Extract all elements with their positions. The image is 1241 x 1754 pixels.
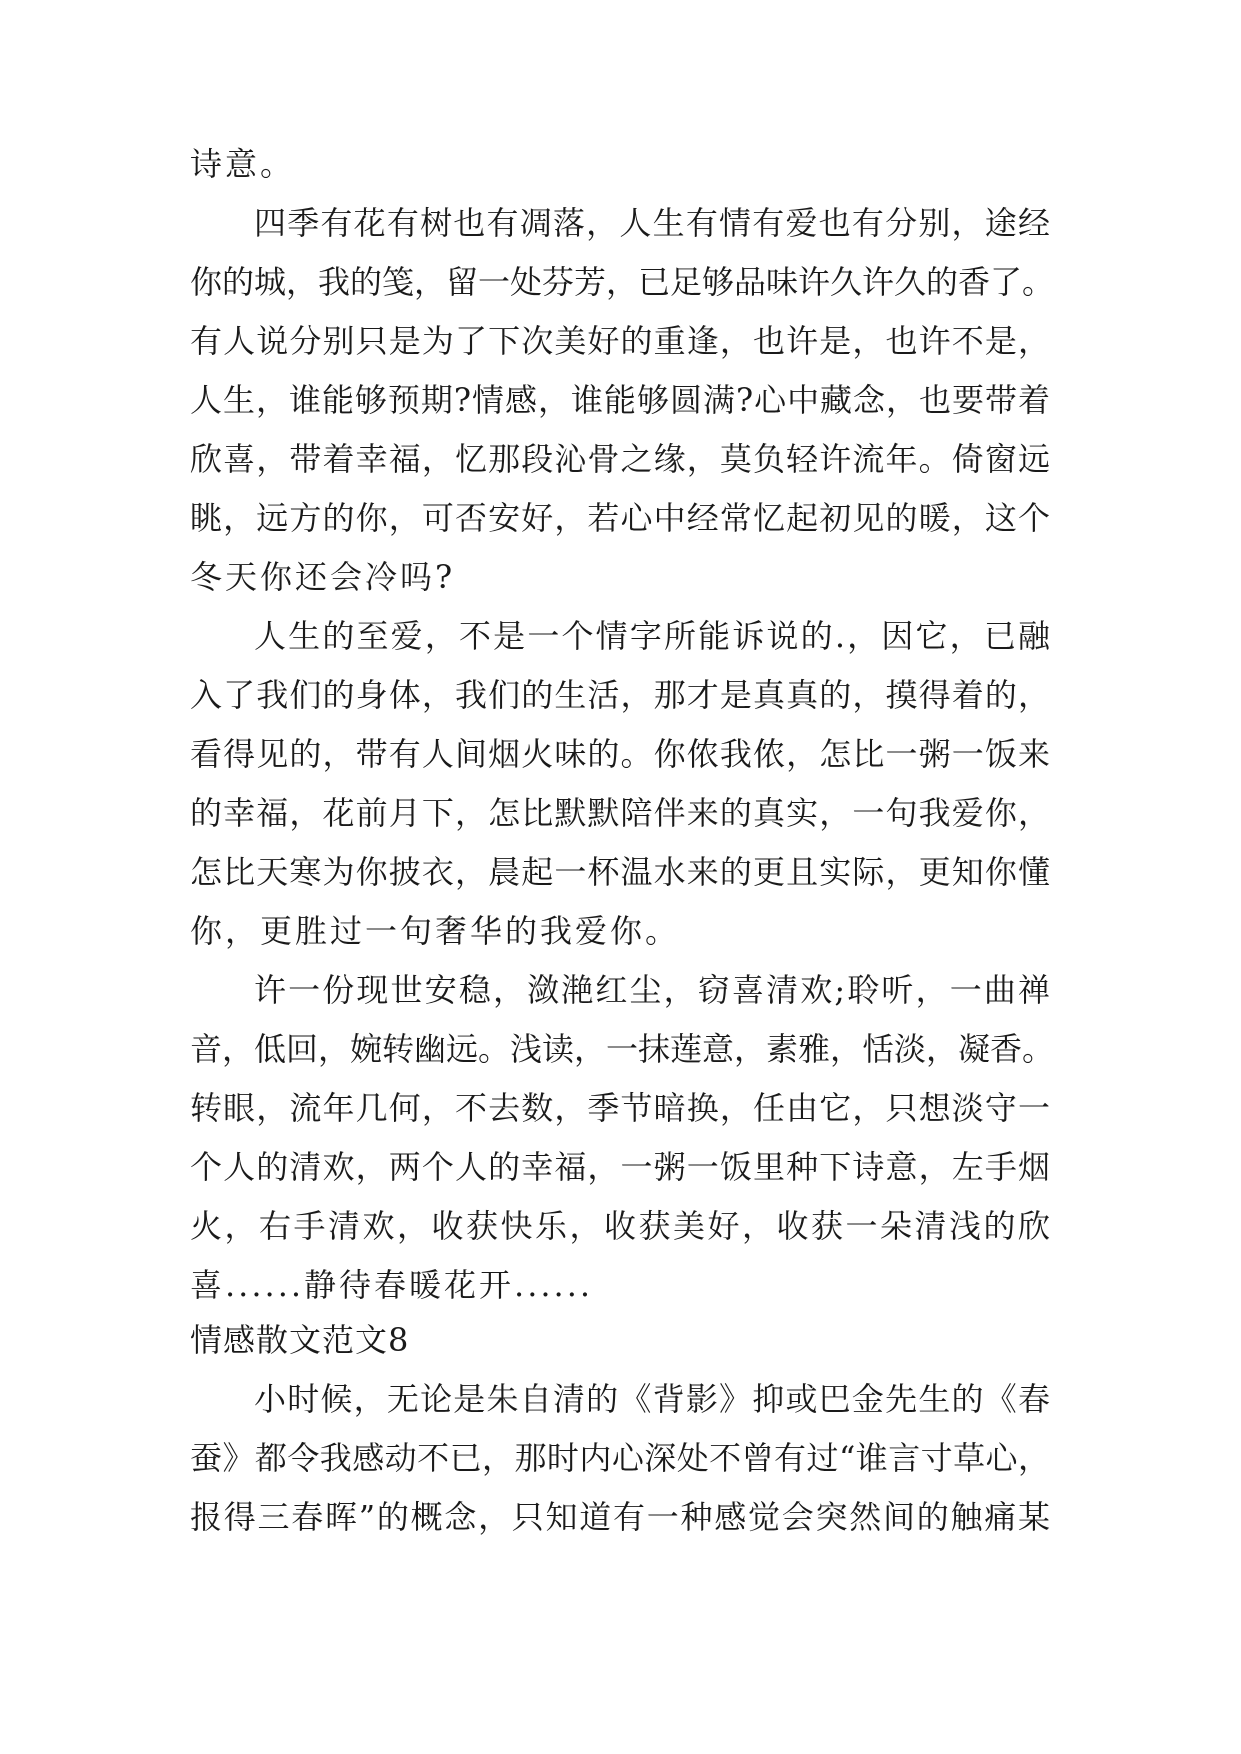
text-line: 个人的清欢，两个人的幸福，一粥一饭里种下诗意，左手烟 [190,1148,1050,1186]
text-line: 你的城，我的笺，留一处芬芳，已足够品味许久许久的香了。 [190,263,1055,301]
text-line: 诗意。 [190,145,296,183]
text-line: 转眼，流年几何，不去数，季节暗换，任由它，只想淡守一 [190,1089,1050,1127]
text-line: 你，更胜过一句奢华的我爱你。 [190,912,681,950]
text-line: 眺，远方的你，可否安好，若心中经常忆起初见的暖，这个 [190,499,1050,537]
paragraph-first-line: 许一份现世安稳，潋滟红尘，窃喜清欢;聆听，一曲禅 [254,971,1050,1009]
text-line: 的幸福，花前月下，怎比默默陪伴来的真实，一句我爱你， [190,794,1050,832]
paragraph-first-line: 小时候，无论是朱自清的《背影》抑或巴金先生的《春 [254,1380,1050,1418]
text-line: 冬天你还会冷吗? [190,558,456,596]
text-line: 有人说分别只是为了下次美好的重逢，也许是，也许不是， [190,322,1050,360]
section-heading: 情感散文范文8 [190,1321,410,1359]
text-line: 音，低回，婉转幽远。浅读，一抹莲意，素雅，恬淡，凝香。 [190,1030,1055,1068]
paragraph-first-line: 人生的至爱，不是一个情字所能诉说的.，因它，已融 [254,617,1050,655]
paragraph-first-line: 四季有花有树也有凋落，人生有情有爱也有分别，途经 [254,204,1050,242]
text-line: 报得三春晖”的概念，只知道有一种感觉会突然间的触痛某 [190,1498,1050,1536]
text-line: 怎比天寒为你披衣，晨起一杯温水来的更且实际，更知你懂 [190,853,1050,891]
text-line: 喜......静待春暖花开...... [190,1266,594,1304]
text-line: 看得见的，带有人间烟火味的。你侬我侬，怎比一粥一饭来 [190,735,1050,773]
text-line: 欣喜，带着幸福，忆那段沁骨之缘，莫负轻许流年。倚窗远 [190,440,1050,478]
text-line: 人生，谁能够预期?情感，谁能够圆满?心中藏念，也要带着 [190,381,1050,419]
text-line: 蚕》都令我感动不已，那时内心深处不曾有过“谁言寸草心， [190,1439,1050,1477]
text-line: 入了我们的身体，我们的生活，那才是真真的，摸得着的， [190,676,1050,714]
text-line: 火，右手清欢，收获快乐，收获美好，收获一朵清浅的欣 [190,1207,1050,1245]
